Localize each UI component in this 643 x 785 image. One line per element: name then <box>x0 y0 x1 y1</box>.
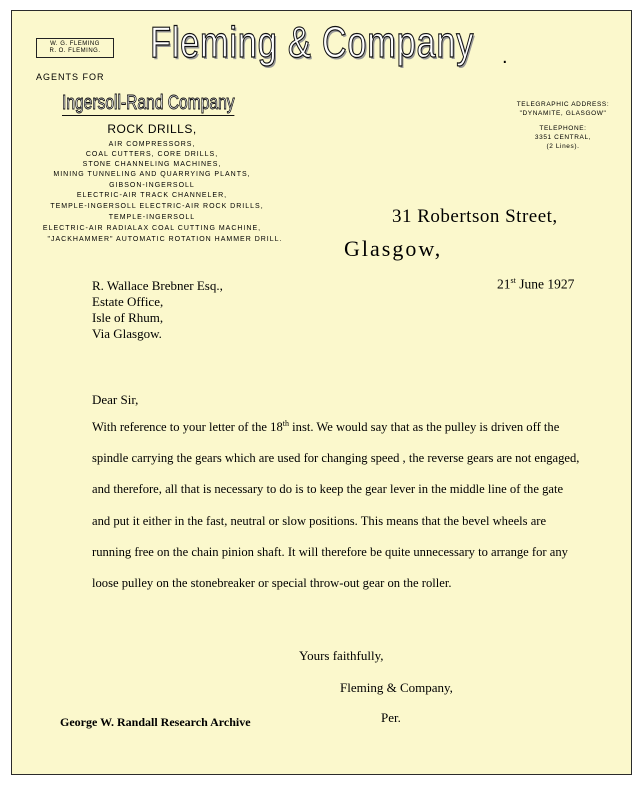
product-line: "JACKHAMMER" AUTOMATIC ROTATION HAMMER DRILL. <box>47 236 283 243</box>
product-line: AIR COMPRESSORS, <box>108 141 196 148</box>
body-text-continued: inst. We would say that as the pulley is driven off the spindle carrying the gears which are used for changing speed , the reverse gears are not engaged, and therefore, all that is necessary to do is to keep the gear lever in the middle line of the gate and put it either in the fast, neutral or slow positions. This means that the bevel wheels are running free on the chain pinion shaft. It will therefore be quite unnecessary to arrange for any loose pulley on the stonebreaker or special throw-out gear on the roller. <box>92 420 580 591</box>
telephone-lines: (2 Lines). <box>546 143 580 150</box>
recipient-line: Estate Office, <box>92 294 164 309</box>
date-day: 21 <box>497 276 511 292</box>
partners-box <box>36 38 114 58</box>
closing-yours-faithfully: Yours faithfully, <box>299 648 384 663</box>
rock-drills-heading: ROCK DRILLS, <box>107 122 197 136</box>
city-name: Glasgow, <box>344 236 443 261</box>
telephone-number: 3351 CENTRAL, <box>534 134 592 141</box>
street-address: 31 Robertson Street, <box>392 206 558 227</box>
date-rest: June 1927 <box>515 276 575 292</box>
letter-date <box>497 276 574 293</box>
product-line: GIBSON-INGERSOLL <box>109 182 195 189</box>
product-line: ELECTRIC-AIR RADIALAX COAL CUTTING MACHINE, <box>42 225 262 232</box>
body-text: With reference to your letter of the 18 <box>92 420 283 434</box>
product-line: COAL CUTTERS, CORE DRILLS, <box>85 151 219 158</box>
closing-company: Fleming & Company, <box>340 680 453 695</box>
product-line: MINING TUNNELING AND QUARRYING PLANTS, <box>53 171 251 178</box>
partner-name: R. O. FLEMING. <box>49 48 101 54</box>
telegraph-block <box>508 100 618 151</box>
closing-per: Per. <box>381 710 401 725</box>
product-line: STONE CHANNELING MACHINES, <box>82 161 222 168</box>
partner-name: W. G. FLEMING <box>50 41 100 47</box>
recipient-line: Via Glasgow. <box>92 326 162 341</box>
recipient-line: Isle of Rhum, <box>92 310 164 325</box>
salutation: Dear Sir, <box>92 392 139 407</box>
recipient-address <box>92 278 223 342</box>
telegraph-address: "DYNAMITE, GLASGOW" <box>519 110 607 117</box>
product-line: ELECTRIC-AIR TRACK CHANNELER, <box>76 192 228 199</box>
date-suffix: st <box>510 276 516 285</box>
company-title-dot: . <box>502 46 508 68</box>
telegraph-label: TELEGRAPHIC ADDRESS: <box>516 101 610 108</box>
agents-for-label: AGENTS FOR <box>36 72 105 82</box>
ingersoll-rand-logo: Ingersoll-Rand Company <box>62 92 235 114</box>
recipient-line: R. Wallace Brebner Esq., <box>92 278 223 293</box>
product-line: TEMPLE-INGERSOLL ELECTRIC-AIR ROCK DRILLS, <box>50 203 264 210</box>
company-title: Fleming & Company <box>150 18 475 67</box>
product-line: TEMPLE-INGERSOLL <box>108 214 196 221</box>
letter-body <box>92 412 580 599</box>
archive-credit: George W. Randall Research Archive <box>60 715 251 729</box>
telephone-label: TELEPHONE: <box>539 125 587 132</box>
body-superscript: th <box>282 418 289 428</box>
